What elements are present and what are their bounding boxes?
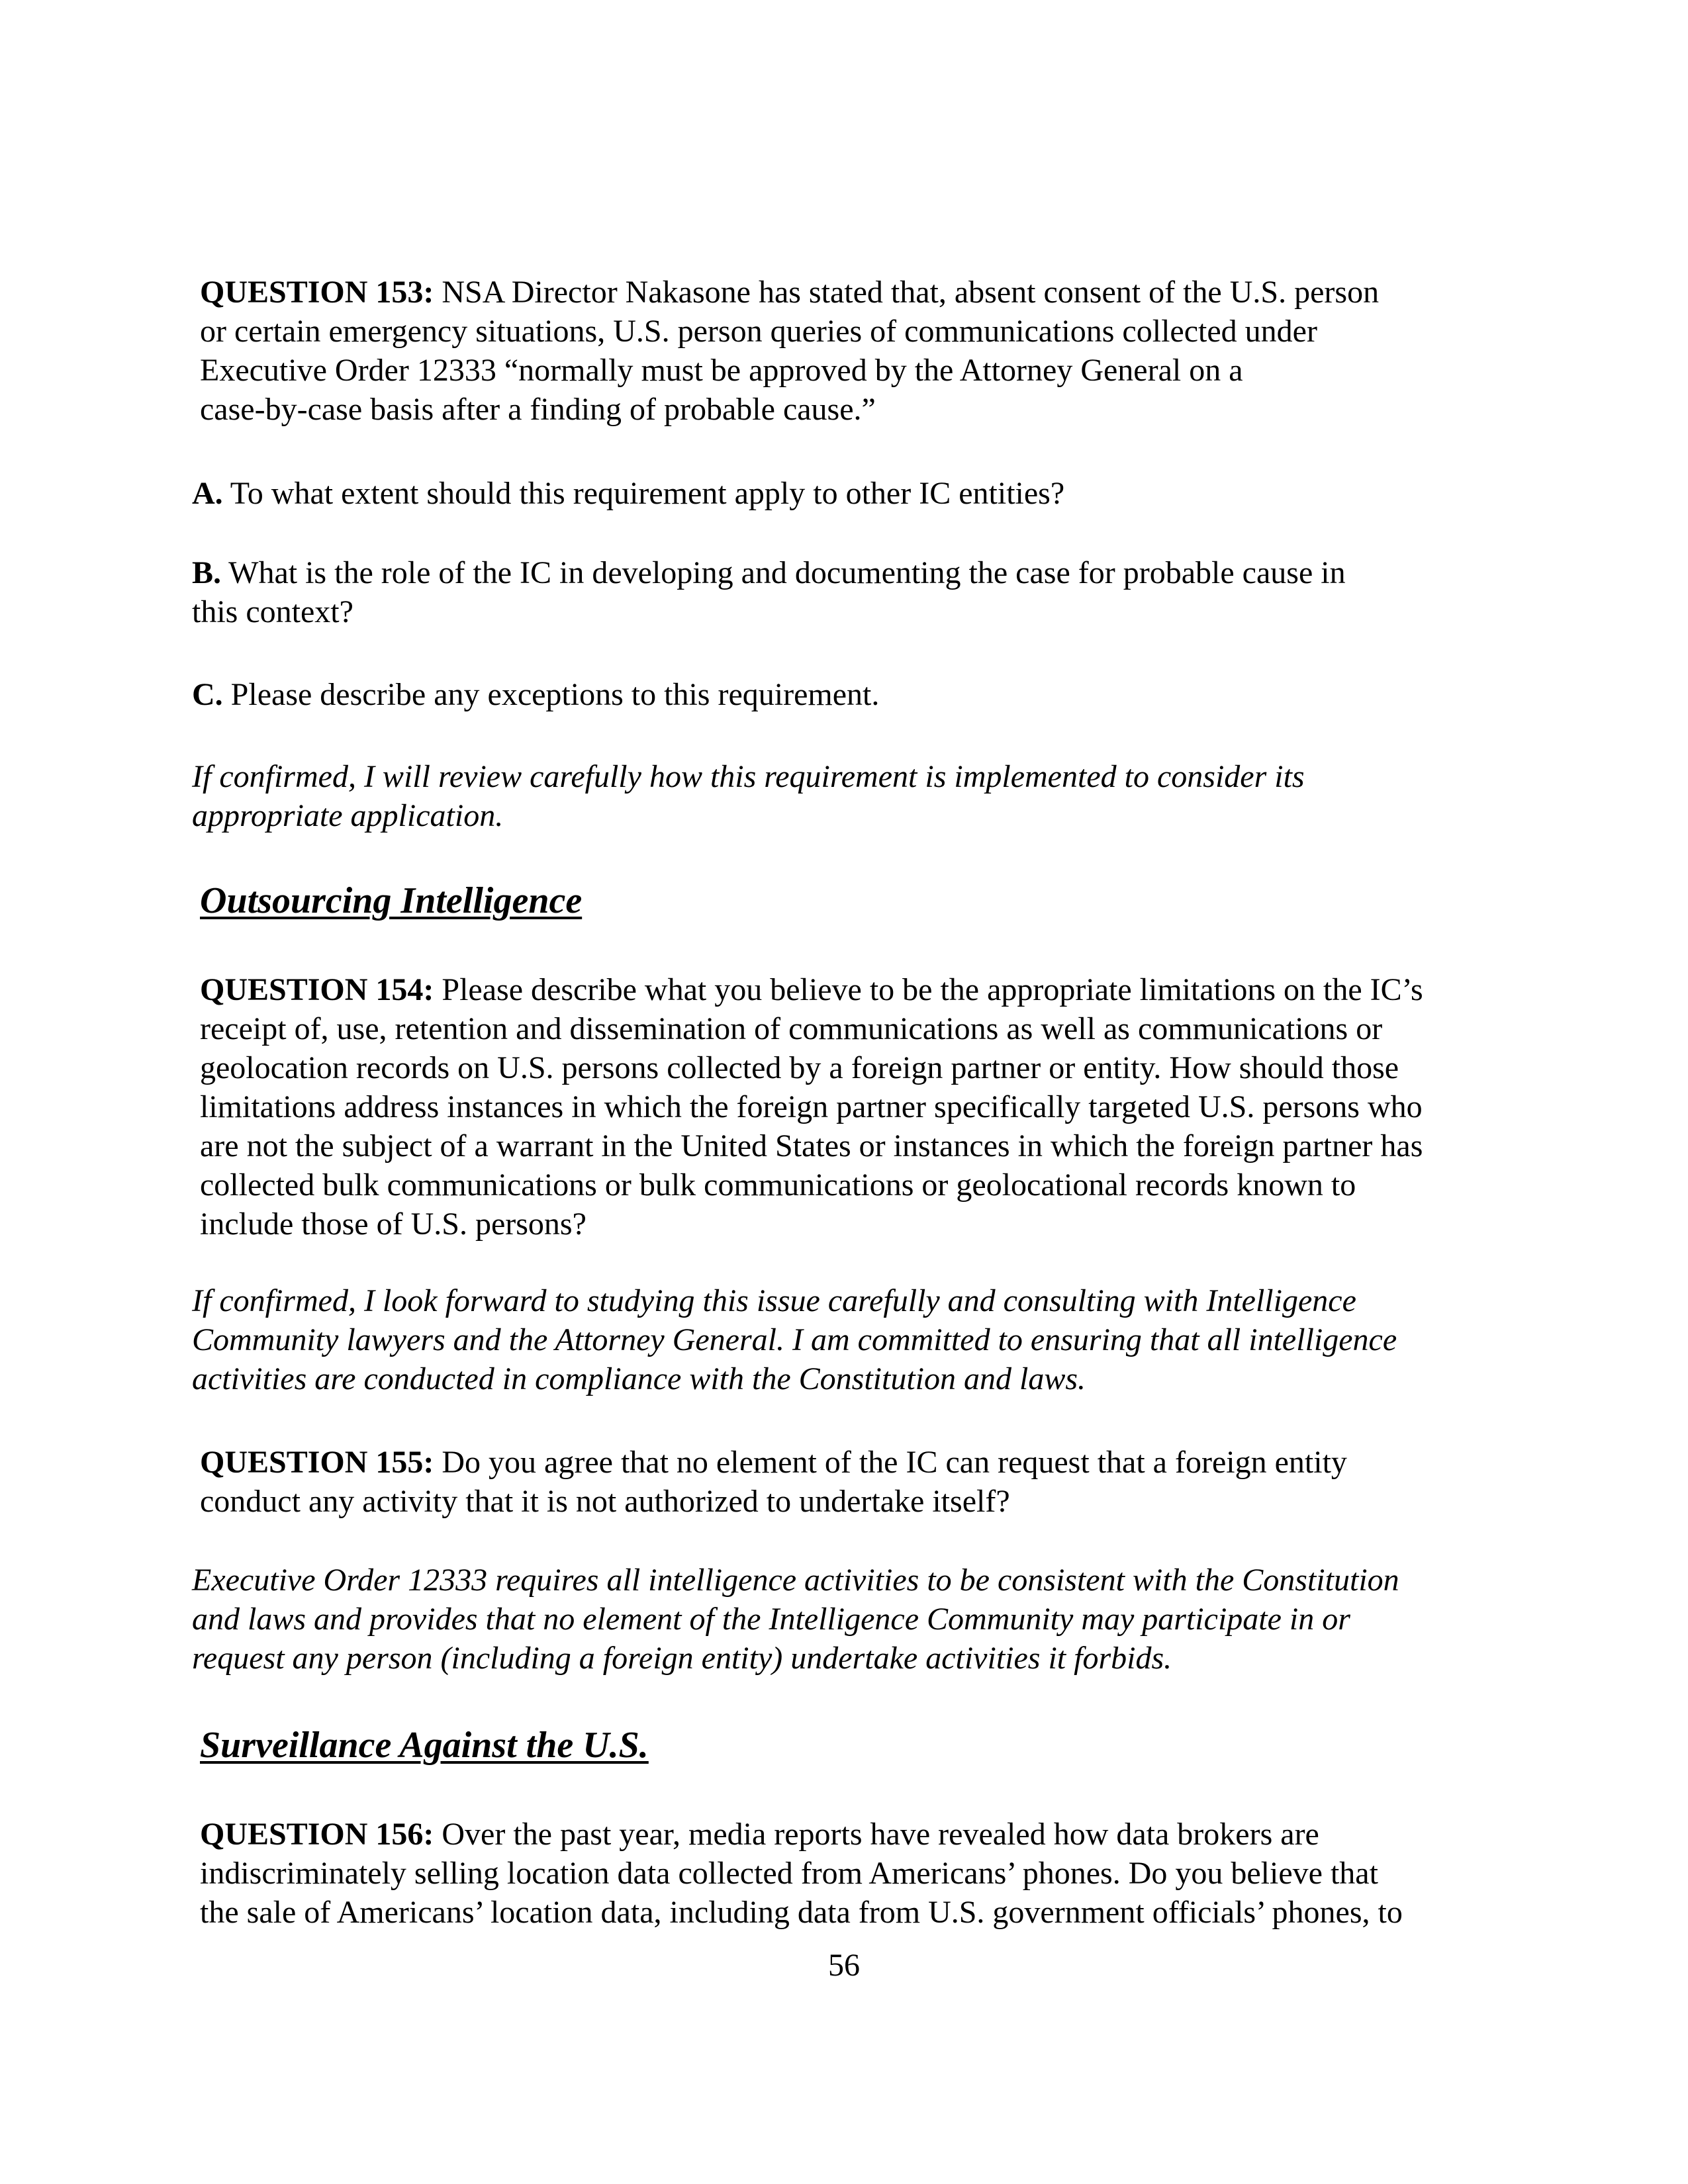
section-heading-outsourcing-intelligence: Outsourcing Intelligence [200,880,583,921]
section-heading-surveillance-against-us: Surveillance Against the U.S. [200,1725,649,1766]
question-153-part-c: C. Please describe any exceptions to this requirement. [192,677,880,712]
question-154: QUESTION 154: Please describe what you believe to be the appropriate limitations on the IC’s receipt of, use, retention and dissemination of communications as well as communications or geolocation records on U.S. persons collected by a foreign partner or entity. How should those limitations address instances in which the foreign partner specifically targeted U.S. persons who are not the subject of a warrant in the United States or instances in which the foreign partner has collected bulk communications or bulk communications or geolocational records known to include those of U.S. persons? [200,972,1423,1242]
page-number: 56 [828,1948,860,1983]
part-a-label: A. [192,476,223,511]
question-156: QUESTION 156: Over the past year, media reports have revealed how data brokers are indiscriminately selling location data collected from Americans’ phones. Do you believe that the sale of Americans’ location data, including data from U.S. government officials’ phones, to [200,1817,1403,1930]
question-153-label: QUESTION 153: [200,275,434,310]
question-153-line-1: QUESTION 153: NSA Director Nakasone has stated that, absent consent of the U.S. person [200,275,1380,310]
question-155-label: QUESTION 155: [200,1445,434,1480]
question-156-label: QUESTION 156: [200,1817,434,1852]
question-153-part-b: B. What is the role of the IC in developing and documenting the case for probable cause in this context? [192,555,1346,629]
answer-155: Executive Order 12333 requires all intelligence activities to be consistent with the Constitution and laws and provides that no element of the Intelligence Community may participate in or request any person (including a foreign entity) undertake activities it forbids. [192,1563,1399,1676]
question-153 [200,273,1379,429]
question-153-part-a: A. To what extent should this requirement apply to other IC entities? [192,476,1065,511]
question-154-label: QUESTION 154: [200,972,434,1007]
question-153-line-4: case-by-case basis after a finding of probable cause.” [200,392,876,427]
part-c-label: C. [192,677,223,712]
question-155: QUESTION 155: Do you agree that no element of the IC can request that a foreign entity conduct any activity that it is not authorized to undertake itself? [200,1445,1347,1519]
part-b-label: B. [192,555,222,590]
question-153-line-2: or certain emergency situations, U.S. person queries of communications collected under [200,314,1317,349]
answer-153: If confirmed, I will review carefully how this requirement is implemented to consider its appropriate application. [192,759,1305,833]
question-153-line-3: Executive Order 12333 “normally must be approved by the Attorney General on a [200,353,1243,388]
answer-154: If confirmed, I look forward to studying this issue carefully and consulting with Intelligence Community lawyers and the Attorney General. I am committed to ensuring that all intelligence activities are conducted in compliance with the Constitution and laws. [192,1283,1397,1396]
